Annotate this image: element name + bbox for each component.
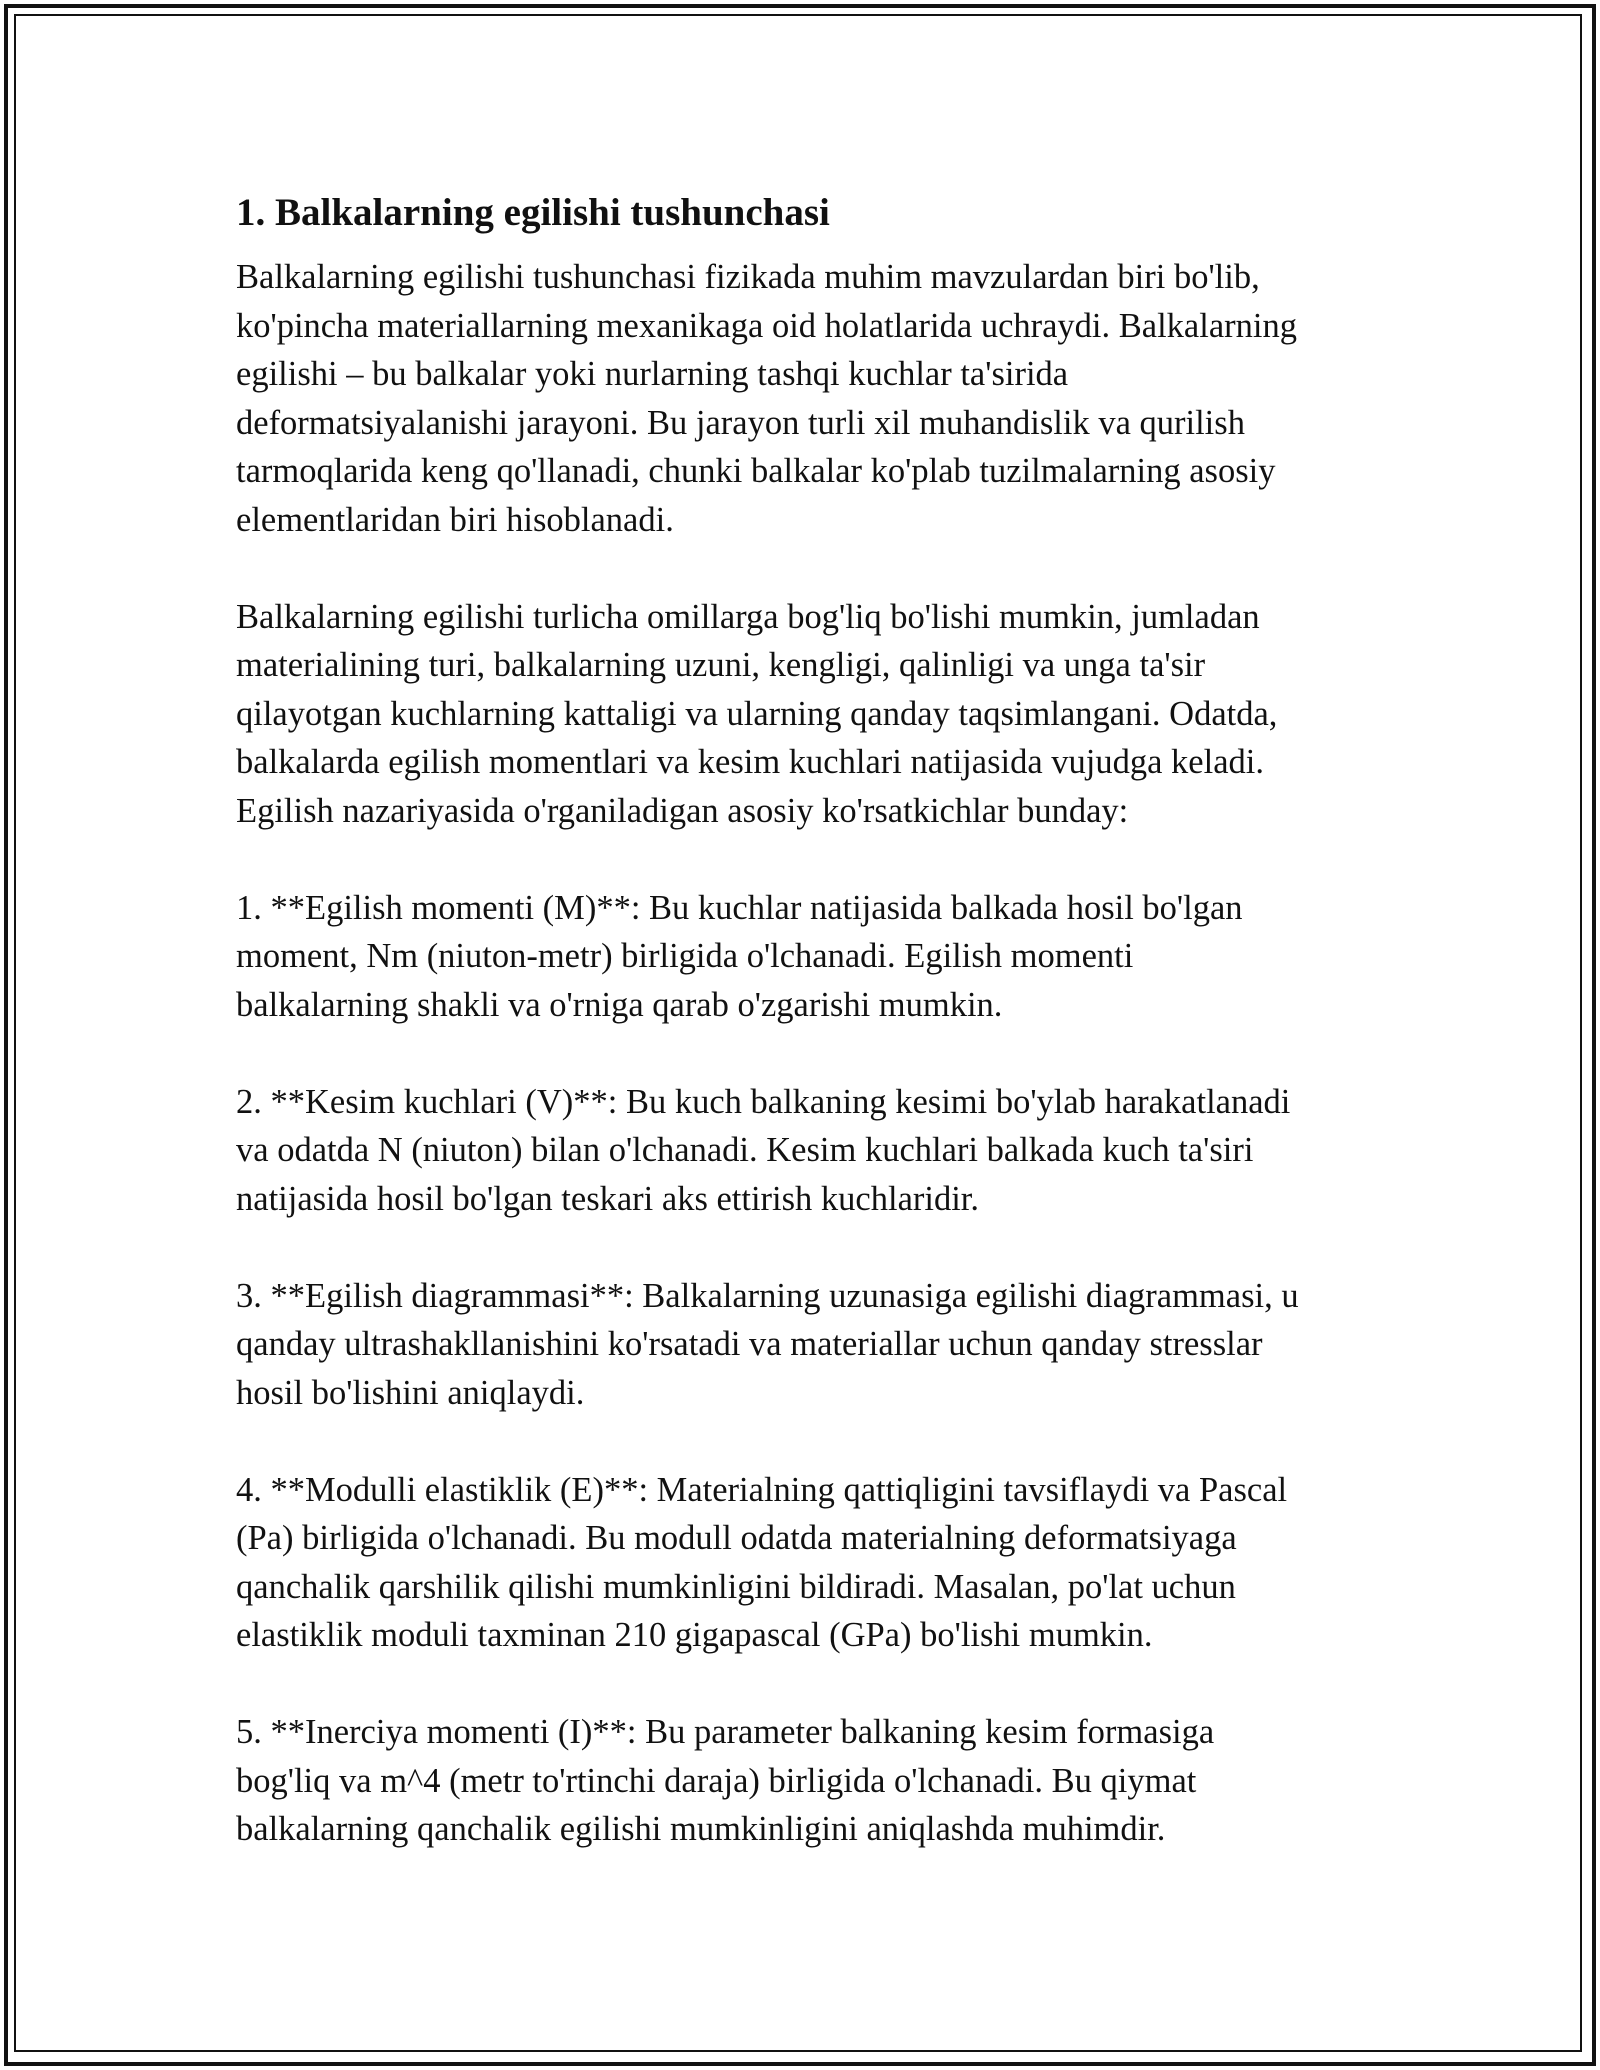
list-item-bending-moment: 1. **Egilish momenti (M)**: Bu kuchlar natijasida balkada hosil bo'lgan moment, Nm (niuton-metr) birligida o'lchanadi. Egilish momenti balkalarning shakli va o'rniga qarab o'zgarishi mumkin. <box>236 888 1243 1024</box>
list-item-elastic-modulus: 4. **Modulli elastiklik (E)**: Materialning qattiqligini tavsiflaydi va Pascal (Pa) birligida o'lchanadi. Bu modull odatda materialning deformatsiyaga qanchalik qarshilik qilishi mumkinligini bildiradi. Masalan, po'lat uchun elastiklik moduli taxminan 210 gigapascal (GPa) bo'lishi mumkin. <box>236 1470 1288 1654</box>
paragraph-intro: Balkalarning egilishi tushunchasi fizikada muhim mavzulardan biri bo'lib, ko'pincha materiallarning mexanikaga oid holatlarida uchraydi. Balkalarning egilishi – bu balkalar yoki nurlarning tashqi kuchlar ta'sirida deformatsiyalanishi jarayoni. Bu jarayon turli xil muhandislik va qurilish tarmoqlarida keng qo'llanadi, chunki balkalar ko'plab tuzilmalarning asosiy elementlaridan biri hisoblanadi. <box>236 258 1297 539</box>
section-heading: 1. Balkalarning egilishi tushunchasi <box>236 191 830 234</box>
list-item-shear-forces: 2. **Kesim kuchlari (V)**: Bu kuch balkaning kesimi bo'ylab harakatlanadi va odatda N (niuton) bilan o'lchanadi. Kesim kuchlari balkada kuch ta'siri natijasida hosil bo'lgan teskari aks ettirish kuchlaridir. <box>236 1082 1291 1218</box>
document-body <box>236 185 1376 1902</box>
paragraph-factors: Balkalarning egilishi turlicha omillarga bog'liq bo'lishi mumkin, jumladan materialining turi, balkalarning uzuni, kengligi, qalinligi va unga ta'sir qilayotgan kuchlarning kattaligi va ularning qanday taqsimlangani. Odatda, balkalarda egilish momentlari va kesim kuchlari natijasida vujudga keladi. Egilish nazariyasida o'rganiladigan asosiy ko'rsatkichlar bunday: <box>236 597 1278 830</box>
list-item-moment-of-inertia: 5. **Inerciya momenti (I)**: Bu parameter balkaning kesim formasiga bog'liq va m^4 (metr to'rtinchi daraja) birligida o'lchanadi. Bu qiymat balkalarning qanchalik egilishi mumkinligini aniqlashda muhimdir. <box>236 1713 1215 1848</box>
list-item-bending-diagram: 3. **Egilish diagrammasi**: Balkalarning uzunasiga egilishi diagrammasi, u qanday ultrashakllanishini ko'rsatadi va materiallar uchun qanday stresslar hosil bo'lishini aniqlaydi. <box>236 1276 1299 1412</box>
